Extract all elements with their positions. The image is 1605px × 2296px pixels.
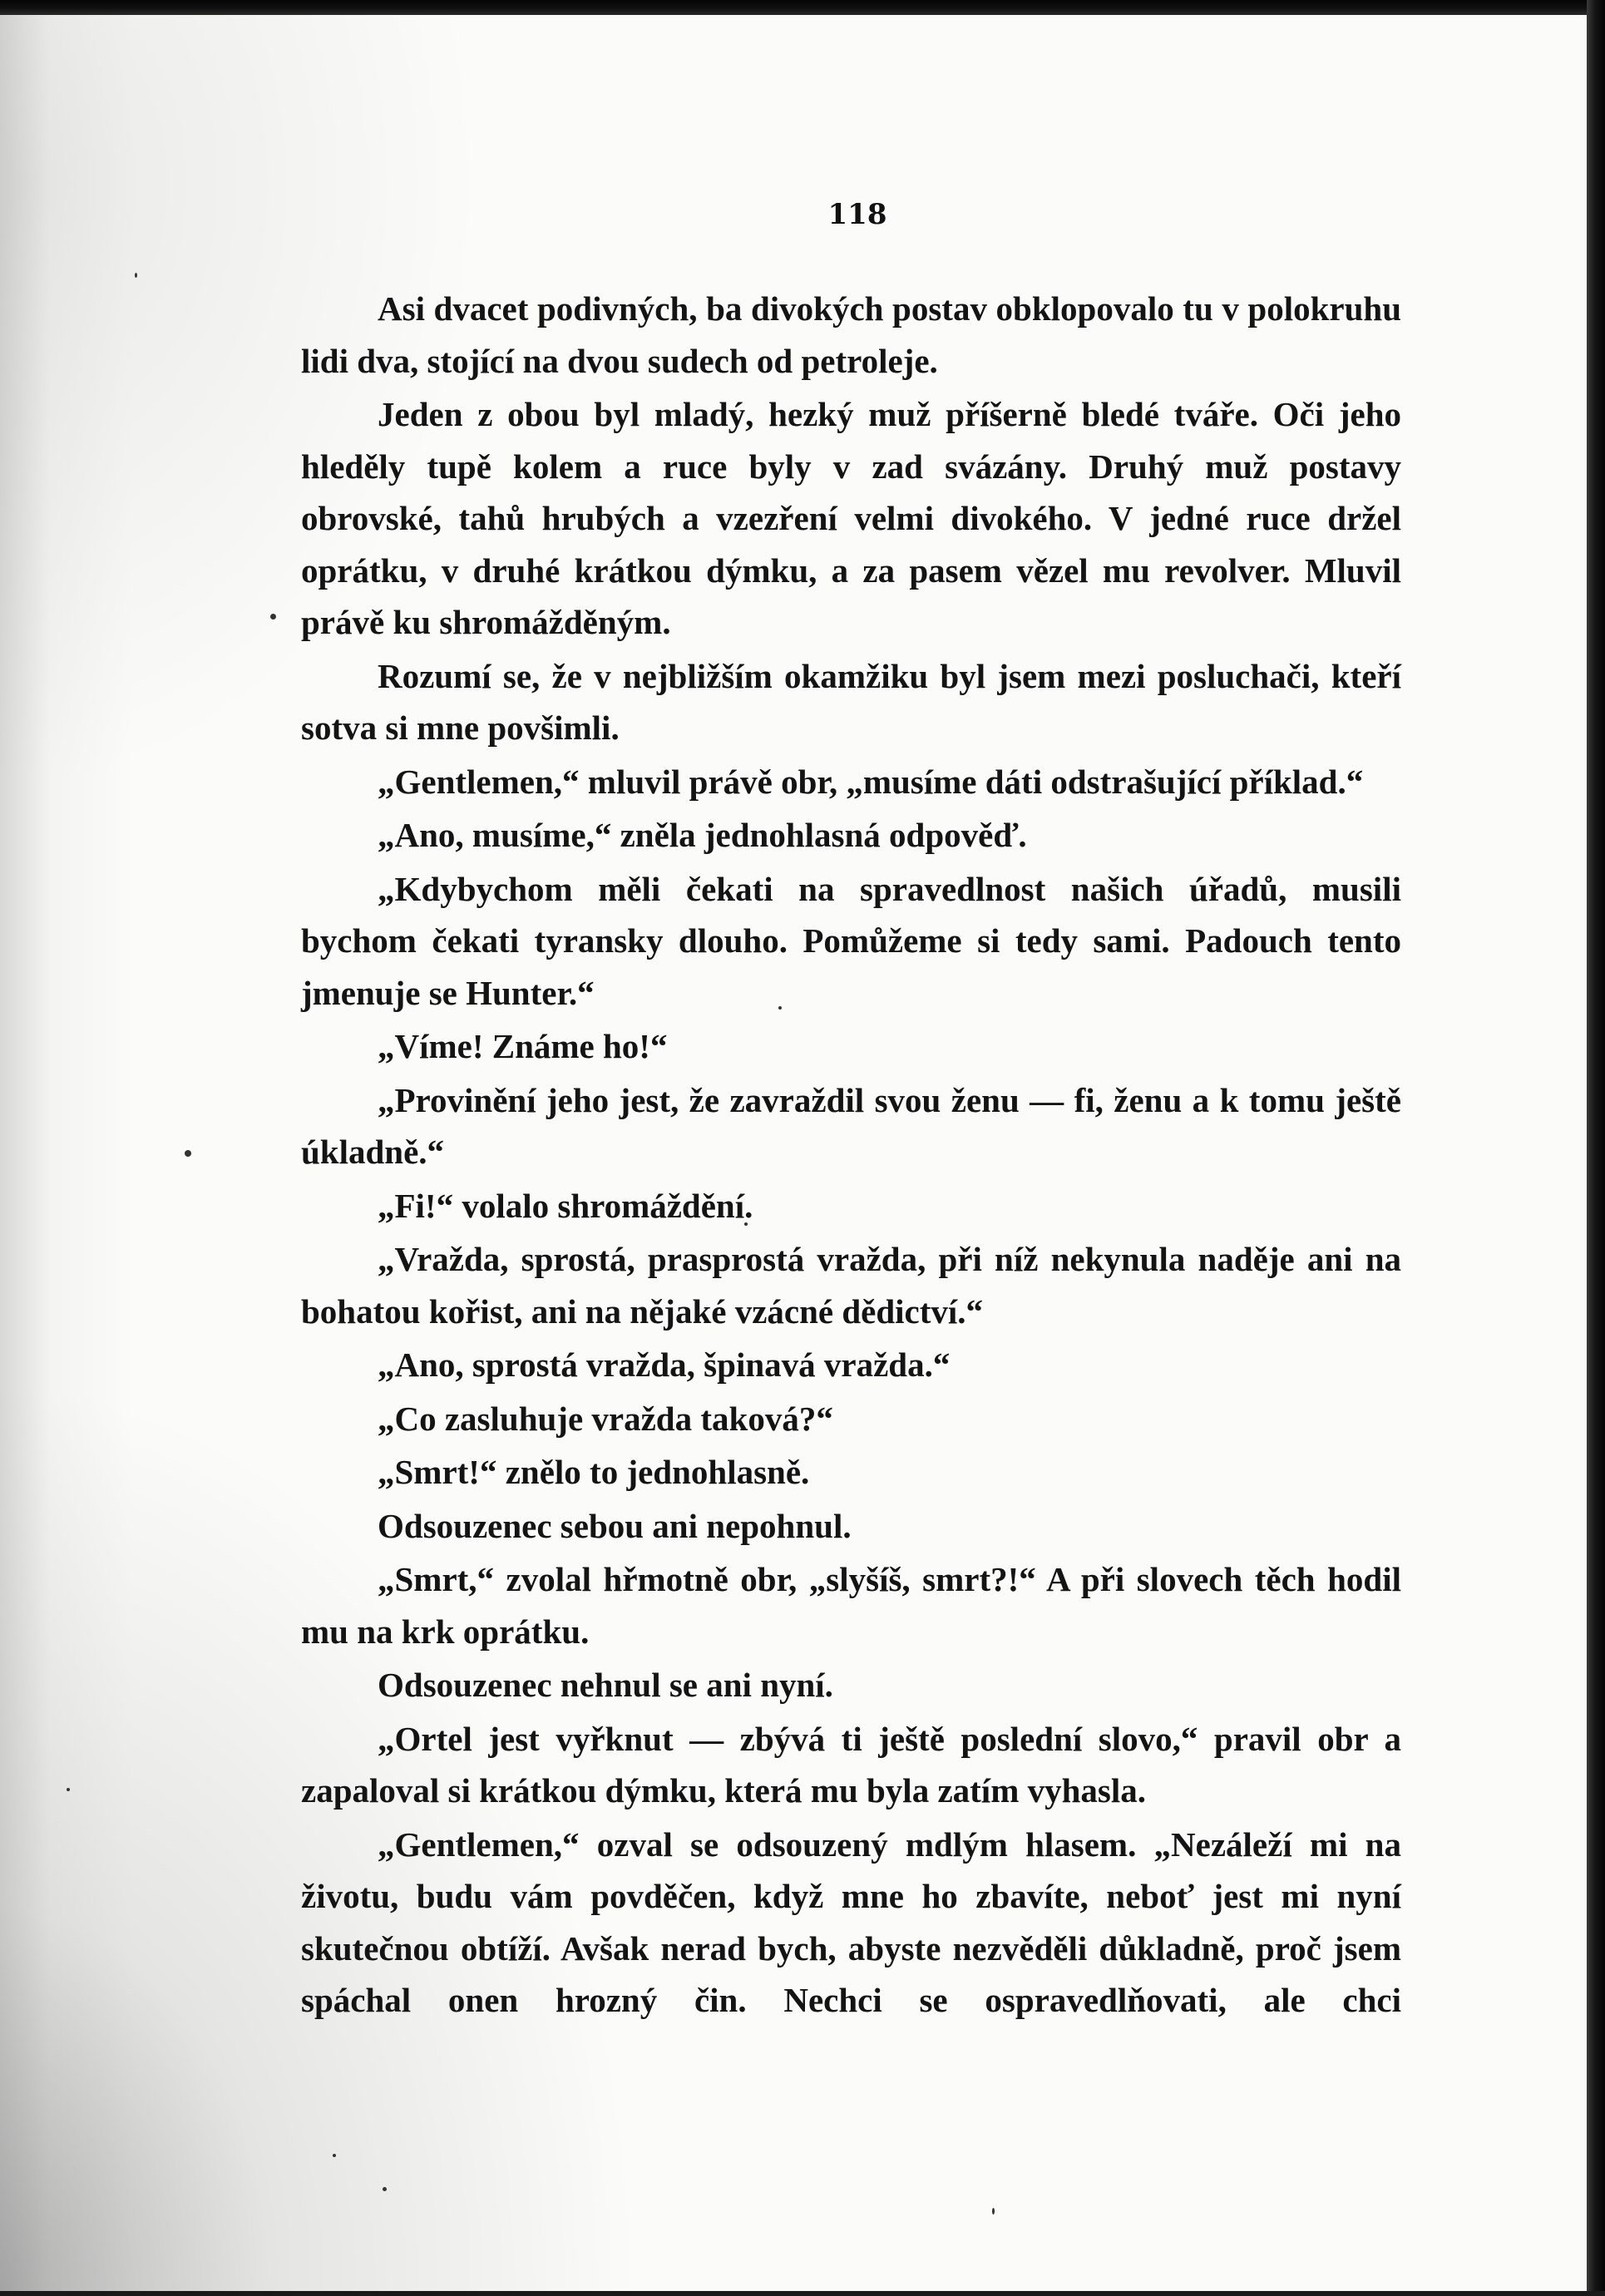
- paragraph: „Smrt!“ znělo to jednohlasně.: [378, 1453, 810, 1491]
- scan-speck: [992, 2208, 995, 2215]
- paragraph: Jeden z obou byl mladý, hezký muž příšerně bledé tváře. Oči jeho hleděly tupě kolem a ruce byly v zad svázány. Druhý muž postavy obrovské, tahů hrubých a vzezření velmi divokého. V jedné ruce držel oprátku, v druhé krátkou dýmku, a za pasem vězel mu revolver. Mluvil právě ku shromážděným.: [301, 395, 1401, 641]
- page-number: 118: [827, 198, 887, 231]
- scan-border-top: [0, 0, 1605, 15]
- paragraph: „Fi!“ volalo shromáždění.: [378, 1186, 753, 1225]
- scan-speck: [383, 2187, 387, 2191]
- paragraph: Asi dvacet podivných, ba divokých postav obklopovalo tu v polokruhu lidi dva, stojící na dvou sudech od petroleje.: [301, 289, 1401, 380]
- paragraph: „Vražda, sprostá, prasprostá vražda, při níž nekynula naděje ani na bohatou kořist, ani na nějaké vzácné dědictví.“: [301, 1240, 1401, 1331]
- paragraph: „Provinění jeho jest, že zavraždil svou ženu — fi, ženu a k tomu ještě úkladně.“: [301, 1080, 1401, 1171]
- paragraph: Rozumí se, že v nejbližším okamžiku byl jsem mezi posluchači, kteří sotva si mne povšimli.: [301, 656, 1401, 747]
- paragraph: „Gentlemen,“ ozval se odsouzený mdlým hlasem. „Nezáleží mi na životu, budu vám povděčen, když mne ho zbavíte, neboť jest mi nyní skutečnou obtíží. Avšak nerad bych, abyste nezvěděli důkladně, proč jsem spáchal onen hrozný čin. Nechci se ospravedlňovati, ale chci: [301, 1824, 1401, 2019]
- scan-speck: [333, 2154, 336, 2157]
- paragraph: „Gentlemen,“ mluvil právě obr, „musíme dáti odstrašující příklad.“: [378, 762, 1364, 801]
- scan-speck: [270, 614, 276, 620]
- paragraph: Odsouzenec sebou ani nepohnul.: [378, 1506, 852, 1545]
- scan-speck: [185, 1150, 191, 1157]
- paragraph: „Ano, musíme,“ zněla jednohlasná odpověď.: [378, 816, 1027, 854]
- scan-speck: [67, 1788, 70, 1791]
- paragraph: „Ano, sprostá vražda, špinavá vražda.“: [378, 1346, 951, 1384]
- paragraph: „Co zasluhuje vražda taková?“: [378, 1399, 833, 1438]
- paragraph: „Kdybychom měli čekati na spravedlnost našich úřadů, musili bychom čekati tyransky dlouho. Pomůžeme si tedy sami. Padouch tento jmenuje se Hunter.“: [301, 869, 1401, 1012]
- paragraph: „Smrt,“ zvolal hřmotně obr, „slyšíš, smrt?!“ A při slovech těch hodil mu na krk oprátku.: [301, 1560, 1401, 1651]
- scan-border-right: [1587, 0, 1605, 2296]
- paragraph: „Víme! Známe ho!“: [378, 1027, 668, 1065]
- paragraph: „Ortel jest vyřknut — zbývá ti ještě poslední slovo,“ pravil obr a zapaloval si krátkou dýmku, která mu byla zatím vyhasla.: [301, 1719, 1401, 1810]
- scan-speck: [135, 273, 137, 278]
- paragraph: Odsouzenec nehnul se ani nyní.: [378, 1666, 833, 1704]
- body-text: [301, 283, 1401, 2028]
- scan-border-bottom: [0, 2291, 1605, 2296]
